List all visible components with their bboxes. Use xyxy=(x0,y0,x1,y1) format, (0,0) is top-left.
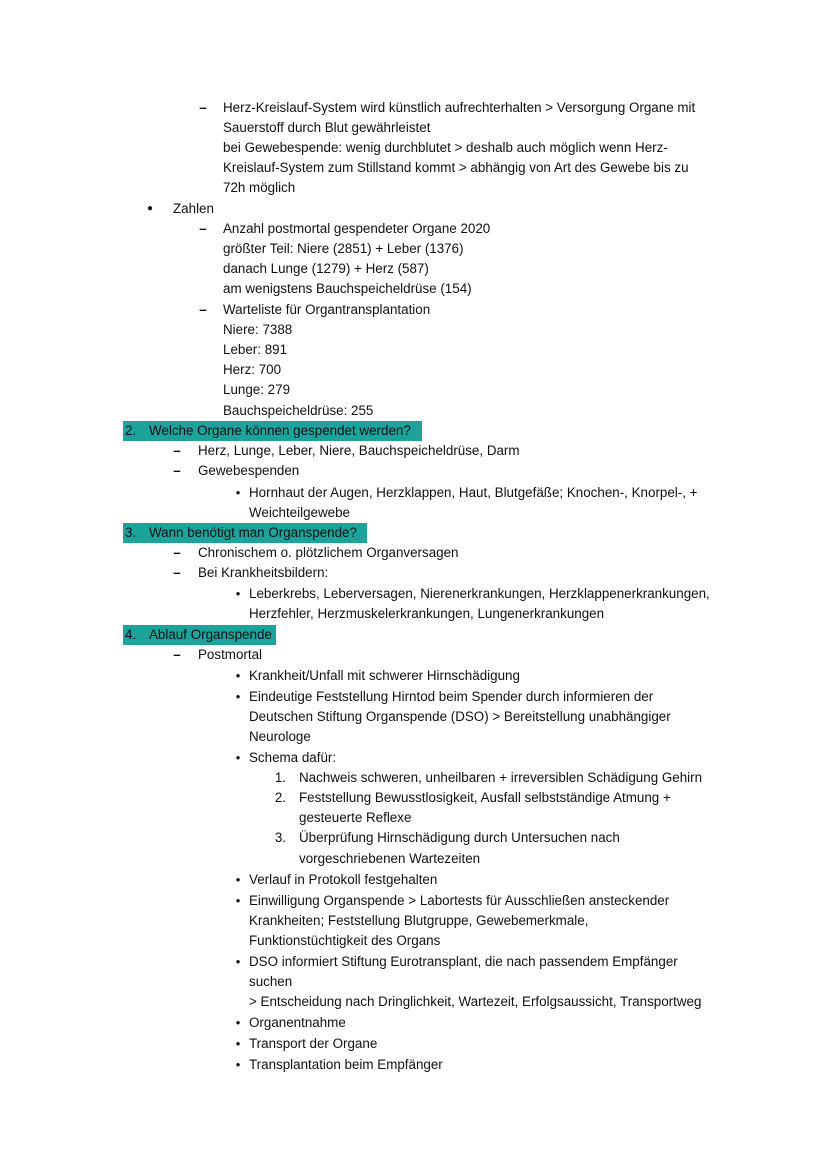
bullet-line: Eindeutige Feststellung Hirntod beim Spender durch informieren der xyxy=(249,689,654,704)
bullet-marker: • xyxy=(235,485,241,500)
warteliste-line: Herz: 700 xyxy=(223,362,282,377)
bullet-line: > Entscheidung nach Dringlichkeit, Wartezeit, Erfolgsaussicht, Transportweg xyxy=(249,994,702,1009)
intro-line: Herz-Kreislauf-System wird künstlich aufrechterhalten > Versorgung Organe mit xyxy=(223,100,696,115)
warteliste-line: Lunge: 279 xyxy=(223,382,291,397)
bullet-marker: • xyxy=(235,1036,241,1051)
bullet-line: Verlauf in Protokoll festgehalten xyxy=(249,872,438,887)
schema-line: vorgeschriebenen Wartezeiten xyxy=(299,851,481,866)
bullet-marker: • xyxy=(235,1057,241,1072)
bullet-line: Krankheiten; Feststellung Blutgruppe, Gewebemerkmale, xyxy=(249,913,589,928)
dash-marker: – xyxy=(199,302,207,317)
section-number: 2. xyxy=(125,423,137,438)
list-item: Postmortal xyxy=(198,647,262,662)
section-title: Wann benötigt man Organspende? xyxy=(149,525,357,540)
bullet-line: Leberkrebs, Leberversagen, Nierenerkrankungen, Herzklappenerkrankungen, xyxy=(249,586,710,601)
bullet-marker: • xyxy=(235,893,241,908)
zahlen-line: am wenigstens Bauchspeicheldrüse (154) xyxy=(223,281,472,296)
bullet-marker: ● xyxy=(146,203,154,214)
bullet-line: Neurologe xyxy=(249,729,311,744)
zahlen-line: danach Lunge (1279) + Herz (587) xyxy=(223,261,429,276)
dash-marker: – xyxy=(173,463,181,478)
warteliste-line: Bauchspeicheldrüse: 255 xyxy=(223,403,374,418)
bullet-line: Deutschen Stiftung Organspende (DSO) > Bereitstellung unabhängiger xyxy=(249,709,671,724)
bullet-line: Krankheit/Unfall mit schwerer Hirnschädigung xyxy=(249,668,520,683)
intro-line: Sauerstoff durch Blut gewährleistet xyxy=(223,120,431,135)
list-item: Chronischem o. plötzlichem Organversagen xyxy=(198,545,459,560)
bullet-marker: • xyxy=(235,689,241,704)
bullet-line: Transplantation beim Empfänger xyxy=(249,1057,443,1072)
bullet-line: Hornhaut der Augen, Herzklappen, Haut, Blutgefäße; Knochen-, Knorpel-, + xyxy=(249,485,698,500)
list-item: Gewebespenden xyxy=(198,463,300,478)
bullet-line: Transport der Organe xyxy=(249,1036,378,1051)
schema-number: 1. xyxy=(274,770,286,785)
zahlen-line: größter Teil: Niere (2851) + Leber (1376) xyxy=(223,241,464,256)
intro-line: Kreislauf-System zum Stillstand kommt > abhängig von Art des Gewebe bis zu xyxy=(223,160,689,175)
section-heading-3 xyxy=(123,523,367,543)
zahlen-line: Anzahl postmortal gespendeter Organe 2020 xyxy=(223,221,491,236)
schema-line: gesteuerte Reflexe xyxy=(299,810,412,825)
schema-line: Nachweis schweren, unheilbaren + irreversiblen Schädigung Gehirn xyxy=(299,770,703,785)
intro-line: 72h möglich xyxy=(223,180,296,195)
list-item: Herz, Lunge, Leber, Niere, Bauchspeicheldrüse, Darm xyxy=(198,443,520,458)
bullet-marker: • xyxy=(235,668,241,683)
bullet-line: Funktionstüchtigkeit des Organs xyxy=(249,933,441,948)
bullet-line: DSO informiert Stiftung Eurotransplant, die nach passendem Empfänger xyxy=(249,954,678,969)
bullet-line: Herzfehler, Herzmuskelerkrankungen, Lungenerkrankungen xyxy=(249,606,605,621)
dash-marker: – xyxy=(173,443,181,458)
intro-line: bei Gewebespende: wenig durchblutet > deshalb auch möglich wenn Herz- xyxy=(223,140,668,155)
section-number: 4. xyxy=(125,627,137,642)
bullet-line: Organentnahme xyxy=(249,1015,346,1030)
schema-number: 3. xyxy=(274,830,286,845)
dash-marker: – xyxy=(199,221,207,236)
section-heading-4 xyxy=(123,625,276,645)
section-number: 3. xyxy=(125,525,137,540)
schema-line: Überprüfung Hirnschädigung durch Untersuchen nach xyxy=(299,830,620,845)
dash-marker: – xyxy=(173,545,181,560)
bullet-marker: • xyxy=(235,872,241,887)
dash-marker: – xyxy=(173,565,181,580)
bullet-marker: • xyxy=(235,954,241,969)
dash-marker: – xyxy=(173,647,181,662)
schema-number: 2. xyxy=(274,790,286,805)
bullet-line: Einwilligung Organspende > Labortests für Ausschließen ansteckender xyxy=(249,893,670,908)
bullet-line: Schema dafür: xyxy=(249,750,337,765)
bullet-line: suchen xyxy=(249,974,293,989)
dash-marker: – xyxy=(199,100,207,115)
bullet-line: Weichteilgewebe xyxy=(249,505,350,520)
warteliste-line: Warteliste für Organtransplantation xyxy=(223,302,431,317)
section-title: Ablauf Organspende xyxy=(149,627,272,642)
section-title: Welche Organe können gespendet werden? xyxy=(149,423,411,438)
warteliste-line: Niere: 7388 xyxy=(223,322,293,337)
zahlen-label: Zahlen xyxy=(173,201,214,216)
list-item: Bei Krankheitsbildern: xyxy=(198,565,329,580)
section-heading-2 xyxy=(123,421,422,441)
bullet-marker: • xyxy=(235,586,241,601)
schema-line: Feststellung Bewusstlosigkeit, Ausfall selbstständige Atmung + xyxy=(299,790,671,805)
bullet-marker: • xyxy=(235,750,241,765)
warteliste-line: Leber: 891 xyxy=(223,342,288,357)
bullet-marker: • xyxy=(235,1015,241,1030)
